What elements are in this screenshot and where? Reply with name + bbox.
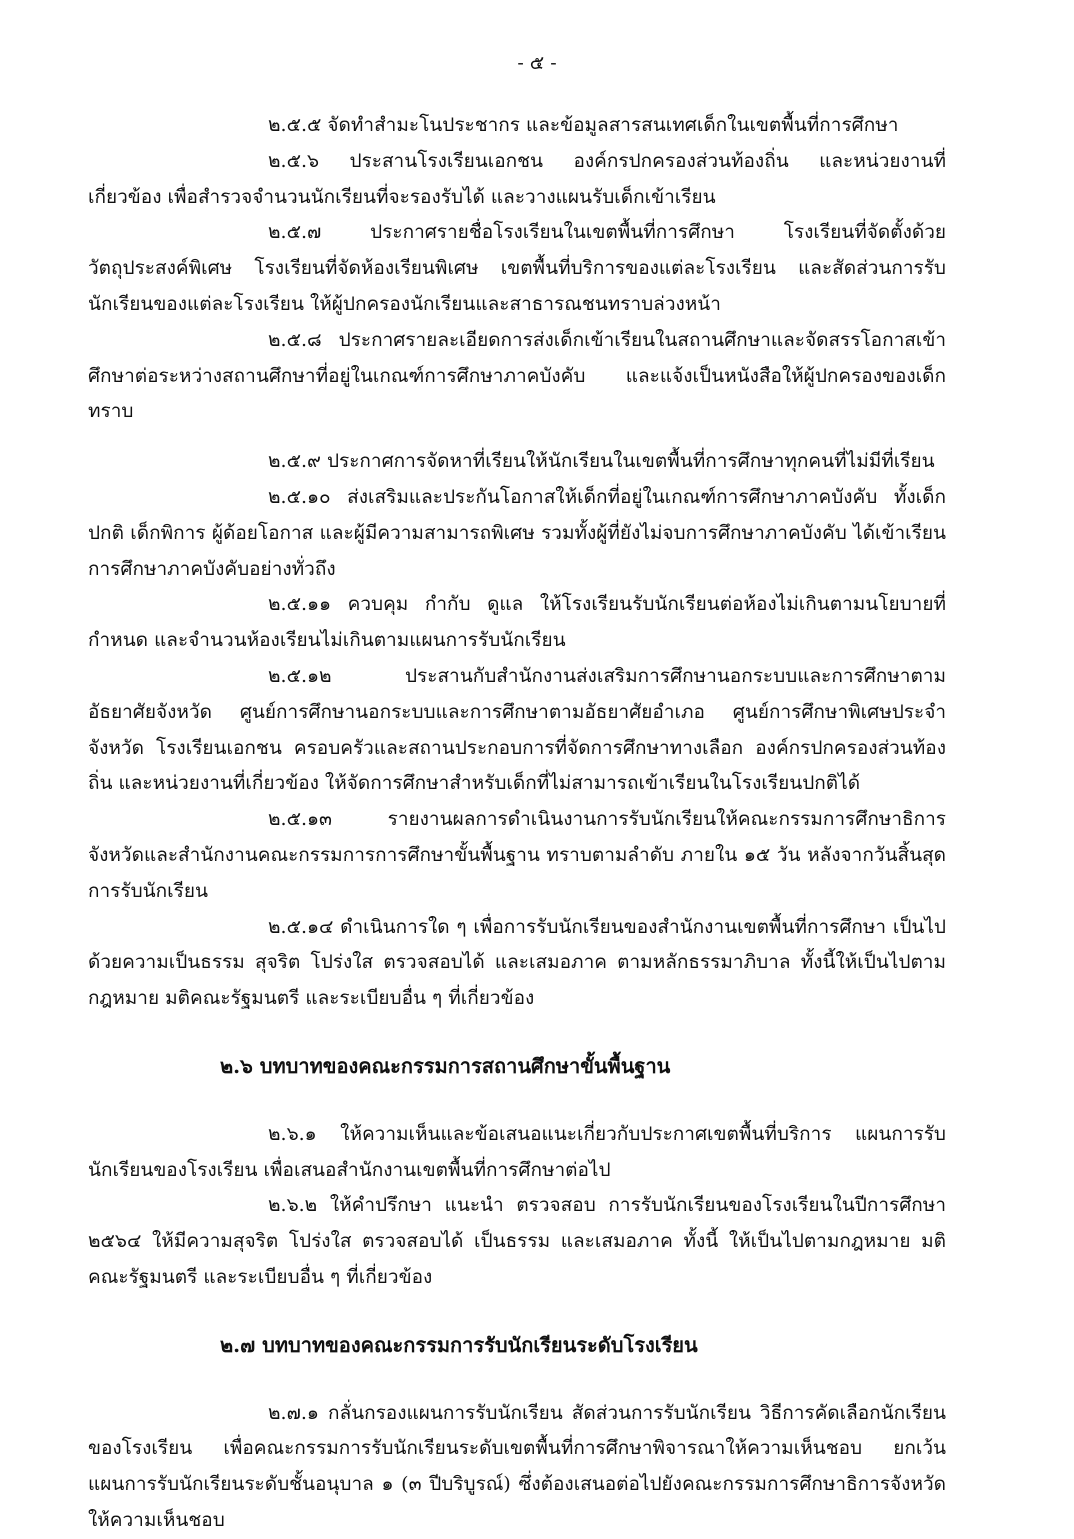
paragraph-2-5-5: ๒.๕.๕ จัดทำสำมะโนประชากร และข้อมูลสารสนเทศเด็กในเขตพื้นที่การศึกษา <box>268 114 899 136</box>
paragraph-2-5-9: ๒.๕.๙ ประกาศการจัดหาที่เรียนให้นักเรียนในเขตพื้นที่การศึกษาทุกคนที่ไม่มีที่เรียน <box>268 450 935 473</box>
section-heading-2-7: ๒.๗ บทบาทของคณะกรรมการรับนักเรียนระดับโรงเรียน <box>220 1332 698 1357</box>
paragraph-2-5-11: ๒.๕.๑๑ ควบคุม กำกับ ดูแล ให้โรงเรียนรับนักเรียนต่อห้องไม่เกินตามนโยบายที่กำหนด และจำนวนห้องเรียนไม่เกินตามแผนการรับนักเรียน <box>88 593 946 652</box>
page-number: - ๕ - <box>517 52 557 74</box>
paragraph-2-5-13: ๒.๕.๑๓ รายงานผลการดำเนินงานการรับนักเรียนให้คณะกรรมการศึกษาธิการจังหวัดและสำนักงานคณะกรรมการการศึกษาขั้นพื้นฐาน ทราบตามลำดับ ภายใน ๑๕ วัน หลังจากวันสิ้นสุดการรับนักเรียน <box>88 808 946 902</box>
spacer <box>88 1364 946 1396</box>
spacer <box>88 1085 946 1117</box>
paragraph-2-5-7: ๒.๕.๗ ประกาศรายชื่อโรงเรียนในเขตพื้นที่การศึกษา โรงเรียนที่จัดตั้งด้วยวัตถุประสงค์พิเศษ โรงเรียนที่จัดห้องเรียนพิเศษ เขตพื้นที่บริการของแต่ละโรงเรียน และสัดส่วนการรับนักเรียนของแต่ละโรงเรียน ให้ผู้ปกครองนักเรียนและสาธารณชนทราบล่วงหน้า <box>88 221 946 315</box>
section-heading-2-6: ๒.๖ บทบาทของคณะกรรมการสถานศึกษาขั้นพื้นฐาน <box>220 1053 671 1078</box>
paragraph-2-5-10: ๒.๕.๑๐ ส่งเสริมและประกันโอกาสให้เด็กที่อยู่ในเกณฑ์การศึกษาภาคบังคับ ทั้งเด็กปกติ เด็กพิการ ผู้ด้อยโอกาส และผู้มีความสามารถพิเศษ รวมทั้งผู้ที่ยังไม่จบการศึกษาภาคบังคับ ได้เข้าเรียนการศึกษาภาคบังคับอย่างทั่วถึง <box>88 485 946 580</box>
paragraph-2-7-1: ๒.๗.๑ กลั่นกรองแผนการรับนักเรียน สัดส่วนการรับนักเรียน วิธีการคัดเลือกนักเรียนของโรงเรียน เพื่อคณะกรรมการรับนักเรียนระดับเขตพื้นที่การศึกษาพิจารณาให้ความเห็นชอบ ยกเว้นแผนการรับนักเรียนระดับชั้นอนุบาล ๑ (๓ ปีบริบูรณ์) ซึ่งต้องเสนอต่อไปยังคณะกรรมการศึกษาธิการจังหวัดให้ความเห็นชอบ <box>88 1401 946 1531</box>
spacer <box>88 1017 946 1049</box>
paragraph-2-5-14: ๒.๕.๑๔ ดำเนินการใด ๆ เพื่อการรับนักเรียนของสำนักงานเขตพื้นที่การศึกษา เป็นไปด้วยความเป็นธรรม สุจริต โปร่งใส ตรวจสอบได้ และเสมอภาค ตามหลักธรรมาภิบาล ทั้งนี้ให้เป็นไปตามกฎหมาย มติคณะรัฐมนตรี และระเบียบอื่น ๆ ที่เกี่ยวข้อง <box>88 915 946 1010</box>
spacer <box>88 430 946 444</box>
paragraph-2-6-1: ๒.๖.๑ ให้ความเห็นและข้อเสนอแนะเกี่ยวกับประกาศเขตพื้นที่บริการ แผนการรับนักเรียนของโรงเรียน เพื่อเสนอสำนักงานเขตพื้นที่การศึกษาต่อไป <box>88 1122 946 1181</box>
paragraph-2-5-6: ๒.๕.๖ ประสานโรงเรียนเอกชน องค์กรปกครองส่วนท้องถิ่น และหน่วยงานที่เกี่ยวข้อง เพื่อสำรวจจำนวนนักเรียนที่จะรองรับได้ และวางแผนรับเด็กเข้าเรียน <box>88 149 946 208</box>
spacer <box>88 1296 946 1328</box>
paragraph-2-5-8: ๒.๕.๘ ประกาศรายละเอียดการส่งเด็กเข้าเรียนในสถานศึกษาและจัดสรรโอกาสเข้าศึกษาต่อระหว่างสถานศึกษาที่อยู่ในเกณฑ์การศึกษาภาคบังคับ และแจ้งเป็นหนังสือให้ผู้ปกครองของเด็กทราบ <box>88 328 946 423</box>
document-body <box>88 108 946 1539</box>
paragraph-2-5-12: ๒.๕.๑๒ ประสานกับสำนักงานส่งเสริมการศึกษานอกระบบและการศึกษาตามอัธยาศัยจังหวัด ศูนย์การศึกษานอกระบบและการศึกษาตามอัธยาศัยอำเภอ ศูนย์การศึกษาพิเศษประจำจังหวัด โรงเรียนเอกชน ครอบครัวและสถานประกอบการที่จัดการศึกษาทางเลือก องค์กรปกครองส่วนท้องถิ่น และหน่วยงานที่เกี่ยวข้อง ให้จัดการศึกษาสำหรับเด็กที่ไม่สามารถเข้าเรียนในโรงเรียนปกติได้ <box>88 664 946 795</box>
paragraph-2-6-2: ๒.๖.๒ ให้คำปรึกษา แนะนำ ตรวจสอบ การรับนักเรียนของโรงเรียนในปีการศึกษา ๒๕๖๔ ให้มีความสุจริต โปร่งใส ตรวจสอบได้ เป็นธรรม และเสมอภาค ทั้งนี้ ให้เป็นไปตามกฎหมาย มติคณะรัฐมนตรี และระเบียบอื่น ๆ ที่เกี่ยวข้อง <box>88 1194 946 1288</box>
